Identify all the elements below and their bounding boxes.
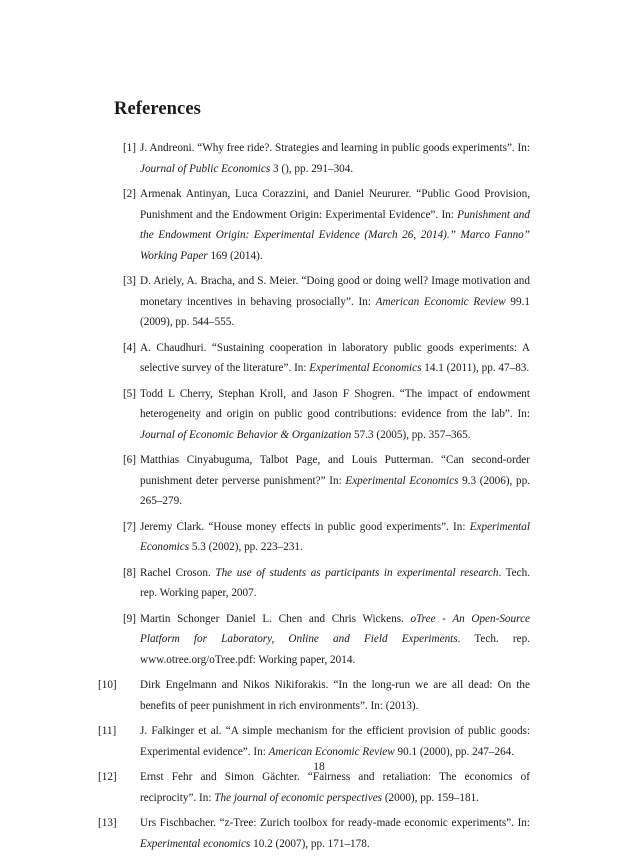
reference-venue: The journal of economic perspectives (214, 791, 383, 804)
reference-item (98, 813, 530, 854)
reference-item (106, 450, 530, 512)
reference-details: . Tech. rep. Working paper, 2007. (140, 566, 530, 599)
reference-number: [7] (122, 520, 136, 533)
reference-details: 57.3 (2005), pp. 357–365. (351, 428, 471, 441)
reference-item (98, 721, 530, 762)
reference-number: [4] (122, 341, 136, 354)
reference-details: 90.1 (2000), pp. 247–264. (394, 745, 515, 758)
reference-venue: The use of students as participants in experimental research (215, 566, 499, 579)
reference-venue: Experimental Economics (140, 520, 530, 553)
reference-details: . Tech. rep. www.otree.org/oTree.pdf: Working paper, 2014. (140, 633, 530, 666)
reference-text: Dirk Engelmann and Nikos Nikiforakis. “In the long-run we are all dead: On the benefits of peer punishment in rich environments”. In: (2013). (140, 679, 530, 712)
reference-number: [2] (122, 188, 136, 200)
reference-details: 14.1 (2011), pp. 47–83. (421, 362, 530, 374)
reference-text: Jeremy Clark. “House money effects in public good experiments”. In: (140, 520, 470, 533)
reference-number: [5] (122, 387, 136, 400)
page-number: 18 (313, 761, 325, 773)
reference-details: 5.3 (2002), pp. 223–231. (189, 541, 303, 553)
reference-details: 10.2 (2007), pp. 171–178. (250, 837, 370, 850)
reference-details: 9.3 (2006), pp. 265–279. (140, 474, 531, 507)
reference-number: [9] (122, 612, 136, 625)
reference-number: [1] (122, 142, 136, 154)
reference-item (106, 338, 530, 379)
reference-venue: Journal of Economic Behavior & Organization (140, 428, 352, 441)
reference-details: 3 (), pp. 291–304. (270, 162, 354, 175)
reference-number: [8] (122, 566, 136, 579)
reference-number: [11] (98, 725, 117, 737)
reference-item (106, 563, 530, 604)
reference-number: [6] (122, 454, 136, 466)
reference-details: 99.1 (2009), pp. 544–555. (140, 295, 531, 328)
reference-number: [3] (122, 275, 136, 287)
reference-venue: Experimental economics (140, 837, 251, 850)
reference-venue: Journal of Public Economics (140, 162, 271, 175)
reference-item (98, 675, 530, 716)
reference-item (106, 138, 530, 179)
reference-text: Matthias Cinyabuguma, Talbot Page, and Louis Putterman. “Can second-order punishment deter perverse punishment?” In: (140, 454, 530, 487)
reference-text: Armenak Antinyan, Luca Corazzini, and Daniel Neururer. “Public Good Provision, Punishment and the Endowment Origin: Experimental Evidence”. In: (140, 188, 530, 221)
reference-text: J. Falkinger et al. “A simple mechanism for the efficient provision of public goods: Experimental evidence”. In: (140, 725, 530, 758)
reference-list (98, 138, 531, 859)
reference-venue: oTree - An Open-Source Platform for Laboratory, Online and Field Experiments (140, 612, 530, 645)
reference-number: [12] (98, 771, 117, 783)
reference-item (106, 271, 530, 333)
reference-text: D. Ariely, A. Bracha, and S. Meier. “Doing good or doing well? Image motivation and monetary incentives in behaving prosocially”. In: (140, 275, 530, 308)
reference-text: Martin Schonger Daniel L. Chen and Chris Wickens. (140, 612, 411, 625)
reference-details: (2000), pp. 159–181. (382, 791, 479, 804)
reference-venue: Experimental Economics (345, 474, 459, 487)
reference-venue: Experimental Economics (309, 362, 422, 374)
reference-item (106, 384, 530, 446)
reference-venue: Punishment and the Endowment Origin: Experimental Evidence (March 26, 2014).” Marco Fanno” Working Paper (140, 208, 530, 262)
reference-text: J. Andreoni. “Why free ride?. Strategies and learning in public goods experiments”. In: (140, 142, 530, 154)
reference-item (98, 767, 530, 808)
reference-venue: American Economic Review (375, 295, 506, 308)
section-heading: References (114, 99, 201, 119)
reference-details: 169 (2014). (207, 249, 263, 262)
reference-item (106, 517, 530, 558)
reference-text: Urs Fischbacher. “z-Tree: Zurich toolbox for ready-made economic experiments”. In: (140, 817, 530, 829)
reference-text: A. Chaudhuri. “Sustaining cooperation in laboratory public goods experiments: A selective survey of the literature”. In: (140, 341, 530, 374)
reference-text: Todd L Cherry, Stephan Kroll, and Jason F Shogren. “The impact of endowment heterogeneity and origin on public good contributions: evidence from the lab”. In: (140, 387, 530, 420)
reference-venue: American Economic Review (268, 745, 395, 758)
reference-item (106, 609, 530, 671)
reference-item (106, 184, 530, 266)
reference-text: Ernst Fehr and Simon Gächter. “Fairness and retaliation: The economics of reciprocity”. In: (140, 771, 530, 804)
reference-number: [13] (98, 817, 117, 829)
reference-number: [10] (98, 679, 117, 691)
reference-text: Rachel Croson. (140, 566, 216, 579)
